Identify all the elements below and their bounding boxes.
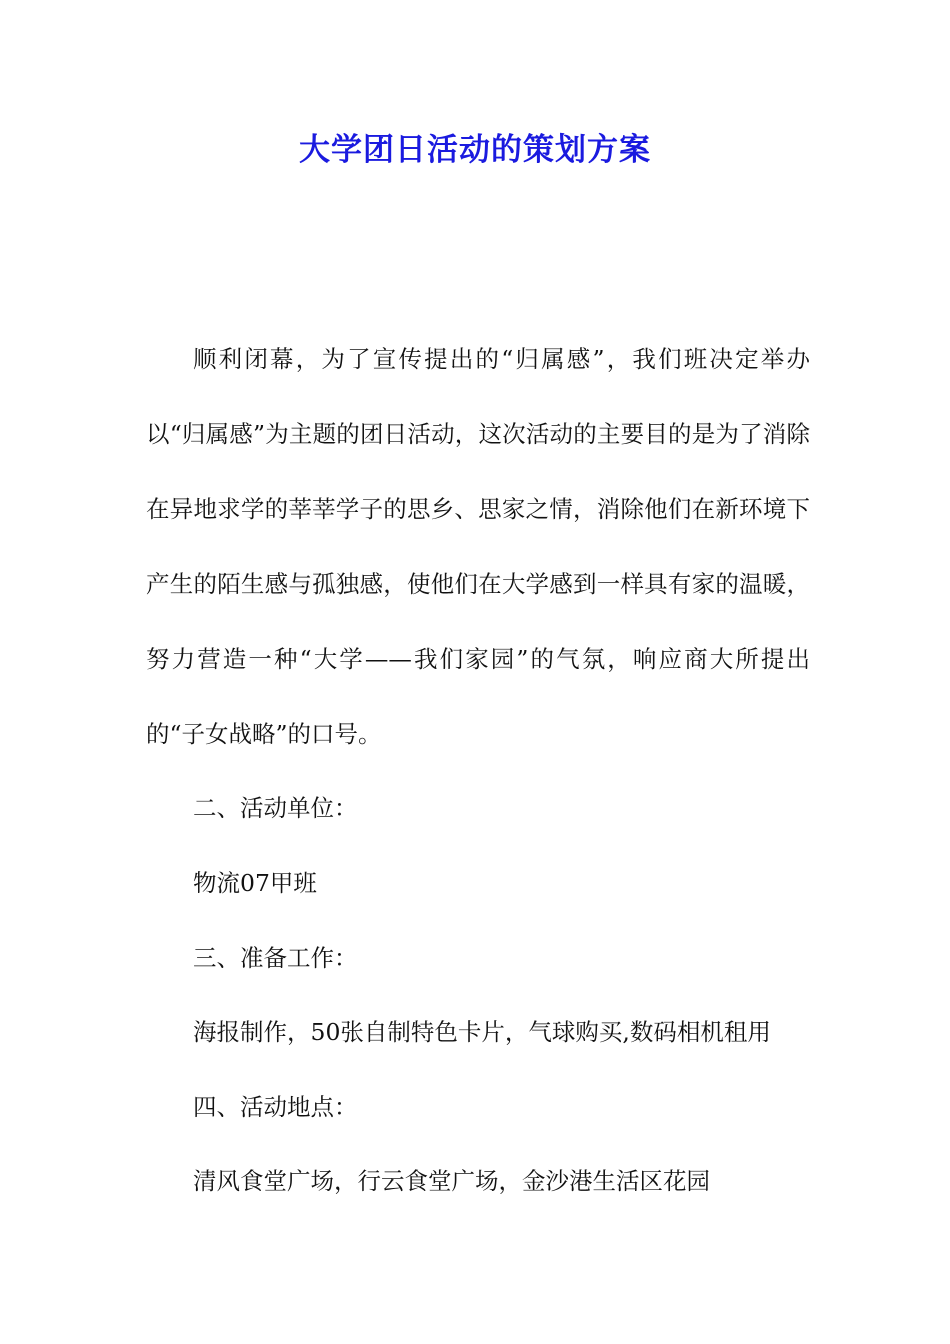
section-heading-location: 四、活动地点： <box>193 1093 358 1121</box>
section-heading-unit: 二、活动单位： <box>193 794 358 822</box>
section-content-preparation: 海报制作，50张自制特色卡片，气球购买,数码相机租用 <box>193 1018 771 1046</box>
intro-paragraph: 顺利闭幕，为了宣传提出的“归属感”，我们班决定举办以“归属感”为主题的团日活动，这次活动的主要目的是为了消除在异地求学的莘莘学子的思乡、思家之情，消除他们在新环境下产生的陌生感与孤独感，使他们在大学感到一样具有家的温暖，努力营造一种“大学——我们家园”的气氛，响应商大所提出的“子女战略”的口号。 <box>146 345 810 748</box>
section-content-location: 清风食堂广场，行云食堂广场，金沙港生活区花园 <box>193 1167 710 1195</box>
document-title: 大学团日活动的策划方案 <box>299 132 651 168</box>
section-heading-preparation: 三、准备工作： <box>193 944 358 972</box>
section-content-unit: 物流07甲班 <box>193 869 317 897</box>
